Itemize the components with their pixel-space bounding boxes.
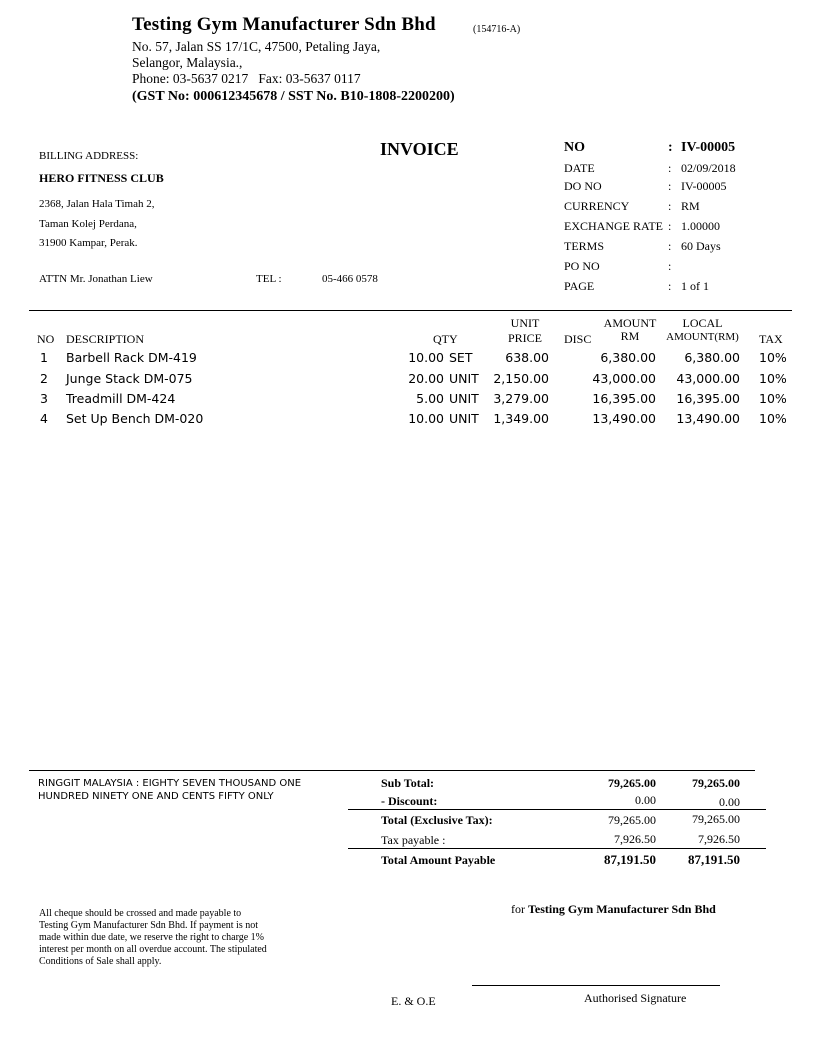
row-no: 1 (40, 350, 48, 365)
signature-company-name: Testing Gym Manufacturer Sdn Bhd (528, 902, 716, 916)
note-line: Conditions of Sale shall apply. (39, 956, 162, 967)
row-no: 2 (40, 371, 48, 386)
meta-label-no: NO (564, 140, 585, 155)
meta-colon: : (668, 140, 673, 155)
note-line: made within due date, we reserve the right to charge 1% (39, 932, 265, 943)
total-payable-label: Total Amount Payable (381, 853, 496, 867)
subtotal-value: 79,265.00 (608, 776, 656, 790)
row-local-amount: 6,380.00 (684, 350, 740, 365)
row-tax: 10% (759, 371, 787, 386)
meta-label-po-no: PO NO (564, 259, 600, 273)
meta-label-do-no: DO NO (564, 179, 602, 193)
row-unit-price: 638.00 (505, 350, 549, 365)
row-description: Treadmill DM-424 (66, 391, 176, 406)
header-no: NO (37, 332, 55, 346)
invoice-number: IV-00005 (681, 140, 736, 155)
row-description: Barbell Rack DM-419 (66, 350, 197, 365)
header-local-amount: AMOUNT(RM) (666, 331, 739, 343)
meta-colon: : (668, 279, 672, 293)
company-address-line1: No. 57, Jalan SS 17/1C, 47500, Petaling Jaya, (132, 39, 381, 54)
table-row (0, 371, 816, 391)
row-local-amount: 43,000.00 (676, 371, 740, 386)
row-description: Set Up Bench DM-020 (66, 411, 204, 426)
header-amount-rm: RM (620, 329, 640, 343)
row-amount: 6,380.00 (600, 350, 656, 365)
row-tax: 10% (759, 350, 787, 365)
meta-label-page: PAGE (564, 279, 595, 293)
table-row (0, 350, 816, 370)
header-qty: QTY (433, 332, 458, 346)
meta-label-terms: TERMS (564, 239, 605, 253)
header-amount: AMOUNT (603, 316, 657, 330)
header-local: LOCAL (682, 316, 723, 330)
company-tax-numbers: (GST No: 000612345678 / SST No. B10-1808-2200200) (132, 89, 455, 104)
row-amount: 13,490.00 (592, 411, 656, 426)
note-line: All cheque should be crossed and made payable to (39, 908, 242, 919)
errors-omissions-excepted: E. & O.E (391, 994, 436, 1008)
row-tax: 10% (759, 411, 787, 426)
exclusive-tax-value: 79,265.00 (608, 813, 656, 827)
exclusive-tax-label: Total (Exclusive Tax): (381, 813, 493, 827)
company-name: Testing Gym Manufacturer Sdn Bhd (132, 14, 436, 35)
header-tax: TAX (759, 332, 783, 346)
terms: 60 Days (681, 239, 721, 253)
row-local-amount: 16,395.00 (676, 391, 740, 406)
meta-label-currency: CURRENCY (564, 199, 630, 213)
billing-customer-name: HERO FITNESS CLUB (39, 171, 164, 185)
meta-colon: : (668, 179, 672, 193)
currency: RM (681, 199, 700, 213)
document-title: INVOICE (380, 139, 459, 159)
row-no: 3 (40, 391, 48, 406)
exchange-rate: 1.00000 (681, 219, 720, 233)
total-payable-local-value: 87,191.50 (688, 852, 740, 867)
discount-local-value: 0.00 (719, 795, 740, 809)
table-row (0, 411, 816, 431)
company-phone-fax: Phone: 03-5637 0217 Fax: 03-5637 0117 (132, 71, 361, 86)
meta-colon: : (668, 259, 672, 273)
row-qty: 10.00 (408, 350, 444, 365)
billing-address-line2: Taman Kolej Perdana, (39, 218, 137, 230)
row-uom: UNIT (449, 371, 479, 386)
billing-tel-label: TEL : (256, 273, 282, 285)
amount-in-words-line1: RINGGIT MALAYSIA : EIGHTY SEVEN THOUSAND ONE (38, 778, 302, 789)
row-tax: 10% (759, 391, 787, 406)
meta-colon: : (668, 161, 672, 175)
row-amount: 43,000.00 (592, 371, 656, 386)
header-disc: DISC (564, 332, 592, 346)
row-qty: 10.00 (408, 411, 444, 426)
subtotal-local-value: 79,265.00 (692, 776, 740, 790)
header-unit: UNIT (510, 316, 540, 330)
meta-colon: : (668, 199, 672, 213)
meta-colon: : (668, 239, 672, 253)
tax-payable-value: 7,926.50 (614, 832, 656, 846)
totals-divider (348, 848, 766, 849)
exclusive-tax-local-value: 79,265.00 (692, 812, 740, 826)
company-address-line2: Selangor, Malaysia., (132, 55, 243, 70)
header-price: PRICE (507, 331, 542, 345)
row-unit-price: 2,150.00 (493, 371, 549, 386)
meta-colon: : (668, 219, 672, 233)
row-unit-price: 3,279.00 (493, 391, 549, 406)
note-line: Testing Gym Manufacturer Sdn Bhd. If payment is not (39, 920, 258, 931)
row-amount: 16,395.00 (592, 391, 656, 406)
page-number: 1 of 1 (681, 279, 709, 293)
row-uom: UNIT (449, 391, 479, 406)
billing-address-line1: 2368, Jalan Hala Timah 2, (39, 198, 155, 210)
billing-address-line3: 31900 Kampar, Perak. (39, 237, 138, 249)
meta-label-date: DATE (564, 161, 595, 175)
row-unit-price: 1,349.00 (493, 411, 549, 426)
table-top-rule (29, 310, 792, 311)
tax-payable-local-value: 7,926.50 (698, 832, 740, 846)
total-payable-value: 87,191.50 (604, 852, 656, 867)
row-uom: SET (449, 350, 473, 365)
amount-in-words-line2: HUNDRED NINETY ONE AND CENTS FIFTY ONLY (38, 791, 274, 802)
billing-tel: 05-466 0578 (322, 273, 378, 285)
row-uom: UNIT (449, 411, 479, 426)
subtotal-label: Sub Total: (381, 776, 435, 790)
row-qty: 20.00 (408, 371, 444, 386)
signature-line (472, 985, 720, 986)
meta-label-exchange-rate: EXCHANGE RATE (564, 219, 663, 233)
totals-divider (348, 809, 766, 810)
totals-top-rule (29, 770, 755, 771)
row-local-amount: 13,490.00 (676, 411, 740, 426)
discount-label: - Discount: (381, 794, 438, 808)
billing-address-label: BILLING ADDRESS: (39, 150, 139, 162)
invoice-date: 02/09/2018 (681, 161, 736, 175)
authorised-signature-label: Authorised Signature (584, 991, 687, 1005)
row-qty: 5.00 (416, 391, 444, 406)
billing-attention: ATTN Mr. Jonathan Liew (39, 273, 153, 285)
signature-company (511, 902, 716, 917)
company-registration-no: (154716-A) (473, 24, 521, 35)
table-row (0, 391, 816, 411)
header-description: DESCRIPTION (66, 332, 145, 346)
do-number: IV-00005 (681, 179, 727, 193)
tax-payable-label: Tax payable : (381, 833, 446, 847)
signature-for-prefix: for (511, 902, 525, 916)
row-no: 4 (40, 411, 48, 426)
discount-value: 0.00 (635, 793, 656, 807)
note-line: interest per month on all overdue account. The stipulated (39, 944, 267, 955)
row-description: Junge Stack DM-075 (66, 371, 193, 386)
